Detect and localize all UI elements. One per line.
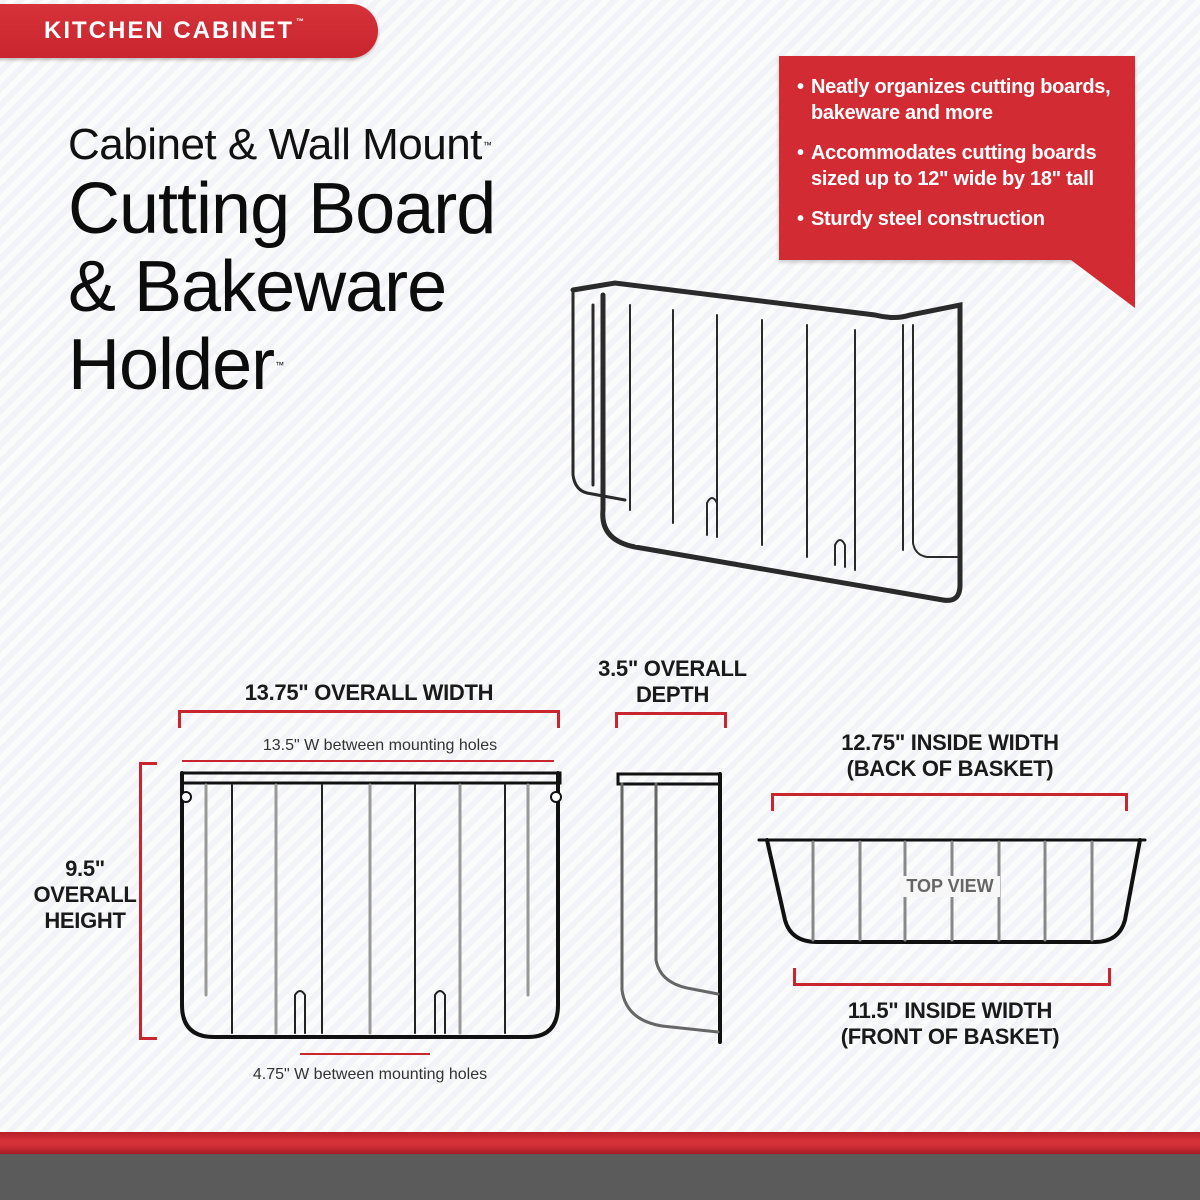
feature-item: • Accommodates cutting boards sized up to 12" wide by 18" tall — [797, 142, 1097, 190]
front-view-drawing — [170, 765, 570, 1045]
brand-tab — [0, 4, 378, 58]
feature-item: • Neatly organizes cutting boards, bakeware and more — [797, 76, 1111, 124]
bracket-tick — [771, 793, 774, 811]
title-subtitle: Cabinet & Wall Mount™ — [68, 120, 492, 169]
title-line-2: & Bakeware — [68, 247, 447, 327]
bracket-tick — [615, 712, 618, 728]
features-callout — [779, 56, 1135, 260]
top-view-label: TOP VIEW — [900, 876, 1000, 897]
bracket-tick — [557, 710, 560, 728]
between-holes-bottom-label: 4.75" W between mounting holes — [252, 1066, 488, 1083]
bracket-tick — [793, 968, 796, 986]
between-holes-top-line — [182, 760, 554, 762]
overall-height-bracket — [139, 762, 142, 1040]
bracket-tick — [178, 710, 181, 728]
overall-width-label: 13.75" OVERALL WIDTH — [244, 680, 494, 705]
inside-back-label: 12.75" INSIDE WIDTH (BACK OF BASKET) — [841, 730, 1059, 781]
brand-name: KITCHEN CABINET ™ — [44, 17, 306, 44]
side-view-drawing — [612, 770, 732, 1050]
overall-depth-label: 3.5" OVERALL DEPTH — [598, 656, 747, 707]
overall-width-bracket — [178, 710, 560, 713]
inside-back-bracket — [771, 793, 1128, 796]
bracket-tick — [1125, 793, 1128, 811]
footer-gray-band — [0, 1154, 1200, 1200]
inside-front-label: 11.5" INSIDE WIDTH (FRONT OF BASKET) — [840, 998, 1060, 1049]
between-holes-bottom-line — [300, 1053, 430, 1055]
overall-height-label: 9.5" OVERALL HEIGHT — [33, 856, 137, 933]
overall-depth-bracket — [615, 712, 727, 715]
title-line-3: Holder™ — [68, 325, 284, 405]
title-line-1: Cutting Board — [68, 169, 496, 249]
between-holes-top-label: 13.5" W between mounting holes — [262, 737, 498, 754]
bracket-tick — [1108, 968, 1111, 986]
bracket-tick — [724, 712, 727, 728]
inside-front-bracket — [793, 983, 1111, 986]
product-photo — [565, 265, 975, 615]
bracket-tick — [139, 762, 157, 765]
product-title — [68, 120, 495, 404]
bracket-tick — [139, 1037, 157, 1040]
footer-red-stripe — [0, 1132, 1200, 1154]
feature-item: • Sturdy steel construction — [797, 208, 1045, 230]
